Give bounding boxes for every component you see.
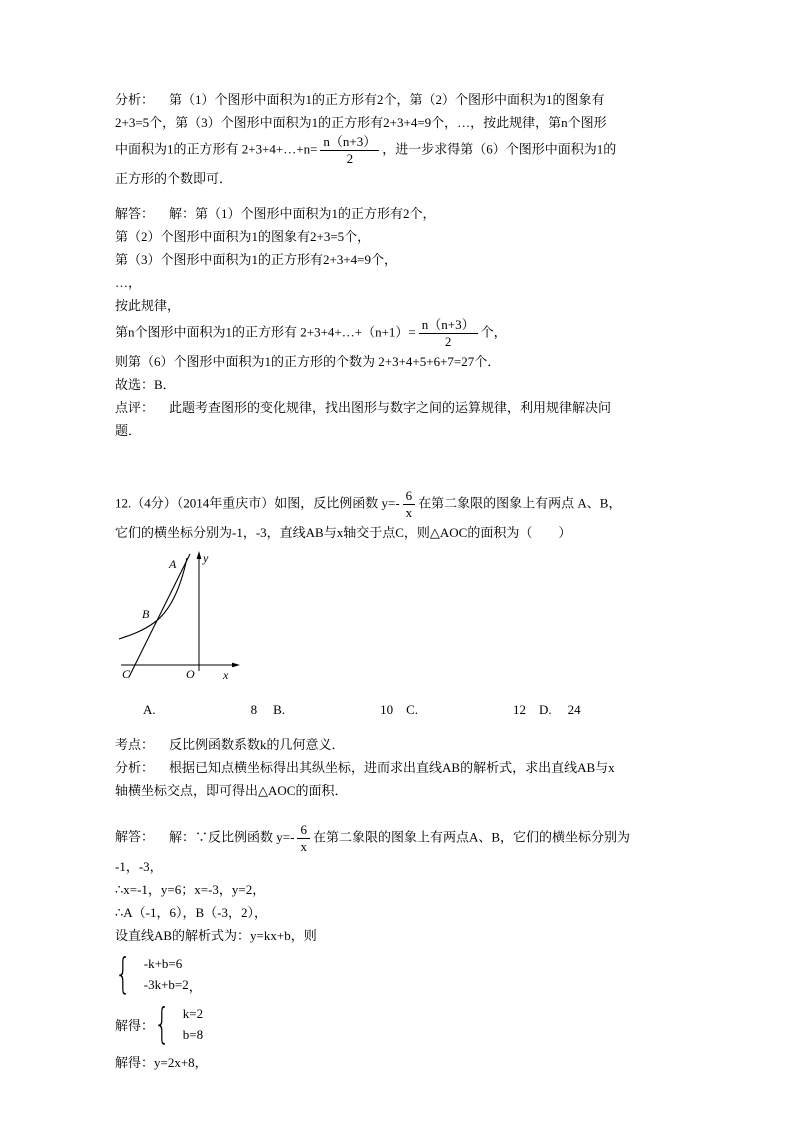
jieda-text-1-post: 在第二象限的图象上有两点A、B，它们的横坐标分别为 [312,829,630,845]
solution-text-7: 则第（6）个图形中面积为1的正方形的个数为 2+3+4+5+6+7=27个． [115,354,501,369]
solution-text-5: 按此规律， [115,298,181,313]
jieda-text-1-pre: 解：∵反比例函数 y=- [169,829,295,845]
spacer [115,190,745,202]
analysis-text-3-pre: 中面积为1的正方形有 2+3+4+…+n= [115,141,318,157]
fraction-n-n3-over-2 [419,317,478,350]
point-b-label: B [142,607,150,621]
origin-label: O [186,667,195,681]
system-eq-1: -k+b=6 [143,956,183,971]
fenxi-line-1 [115,756,745,779]
x-axis-label: x [223,668,229,682]
spacer [115,468,745,488]
comment-text-2: 题． [115,423,142,438]
fraction-numerator: n（n+3） [323,134,377,149]
fraction-6-over-x [403,488,416,521]
left-brace: { [154,999,171,1048]
option-c-value: 12 [512,702,526,717]
system-solutions [183,1003,203,1045]
jieda-line-3 [115,878,745,901]
coordinate-plot [117,550,245,688]
document-content [115,88,745,1074]
fenxi-line-2 [115,779,745,802]
solution-text-6-pre: 第n个图形中面积为1的正方形有 2+3+4+…+（n+1）= [115,324,416,340]
equation-system-2 [115,1001,745,1047]
jieda-line-5 [115,924,745,947]
jieda-text-2: -1，-3， [115,859,163,874]
comment-text-1: 此题考查图形的变化规律，找出图形与数字之间的运算规律，利用规律解决问 [169,400,612,415]
point-a-label: A [169,557,177,571]
analysis-text-4: 正方形的个数即可． [115,171,233,186]
q12-head-text-2: 它们的横坐标分别为-1，-3，直线AB与x轴交于点C，则△AOC的面积为（ ） [115,525,572,540]
system-sol-1: k=2 [182,1006,204,1021]
kaodian-text: 反比例函数系数k的几何意义． [169,737,345,752]
solution-text-2: 第（2）个图形中面积为1的图象有2+3=5个， [115,229,371,244]
fraction-numerator: n（n+3） [421,317,475,332]
hyperbola-curve [119,558,187,639]
option-a-label: A. [143,702,156,717]
fraction-denominator: x [297,838,310,855]
analysis-label: 分析： [115,92,155,107]
option-b-label: B. [273,702,286,717]
jiede-label: 解得： [115,1017,155,1033]
analysis-line-1 [115,88,745,111]
left-brace: { [115,949,132,998]
q12-head-line-2 [115,521,745,544]
solution-text-3: 第（3）个图形中面积为1的正方形有2+3+4=9个， [115,252,397,267]
kaodian-line [115,733,745,756]
jieda-label: 解答： [115,829,155,845]
jieda-text-4: ∴A（-1，6），B（-3，2）， [115,905,267,920]
jieda-final-text: 解得：y=2x+8， [115,1055,208,1070]
system-eq-2: -3k+b=2 [143,977,189,992]
solution-line-1 [115,202,745,225]
point-c-label: C [122,667,131,681]
analysis-line-2 [115,111,745,134]
spacer [115,721,745,733]
analysis-text-2: 2+3=5个，第（3）个图形中面积为1的正方形有2+3+4=9个，…，按此规律，第n个图形 [115,115,607,130]
jieda-text-5: 设直线AB的解析式为：y=kx+b，则 [115,928,317,943]
jieda-line-1 [115,822,745,855]
comment-line-1 [115,396,745,419]
system-sol-2: b=8 [182,1027,204,1042]
option-c-label: C. [406,702,418,717]
kaodian-label: 考点： [115,737,155,752]
q12-figure [115,550,745,688]
solution-label: 解答： [115,206,155,221]
fraction-denominator: 2 [419,333,478,350]
q12-options [115,698,745,721]
jieda-final-line [115,1051,745,1074]
jieda-line-4 [115,901,745,924]
x-axis-arrow [232,663,240,668]
solution-text-4: …， [115,275,142,290]
solution-text-1: 解：第（1）个图形中面积为1的正方形有2个， [169,206,436,221]
solution-line-6 [115,317,745,350]
comment-label: 点评： [115,400,155,415]
solution-line-8 [115,373,745,396]
solution-line-3 [115,248,745,271]
jieda-text-3: ∴x=-1，y=6；x=-3，y=2， [115,882,266,897]
solution-line-2 [115,225,745,248]
fraction-numerator: 6 [300,822,307,837]
q12-head-line-1 [115,488,745,521]
analysis-line-4 [115,167,745,190]
fraction-6-over-x [297,822,310,855]
analysis-line-3 [115,134,745,167]
fraction-numerator: 6 [405,488,413,503]
fenxi-label: 分析： [115,760,155,775]
q12-head-post: 在第二象限的图象上有两点 A、B， [418,495,622,511]
fraction-n-n3-over-2 [320,134,379,167]
option-a-value: 8 [250,702,258,717]
solution-line-5 [115,294,745,317]
solution-text-6-post: 个， [480,324,507,340]
solution-text-8: 故选：B． [115,377,176,392]
option-b-value: 10 [380,702,394,717]
solution-line-4 [115,271,745,294]
spacer [115,802,745,822]
option-d-value: 24 [567,702,581,717]
y-axis-arrow [197,551,202,559]
analysis-text-3-post: ，进一步求得第（6）个图形中面积为1的 [382,141,617,157]
fenxi-text-1: 根据已知点横坐标得出其纵坐标，进而求出直线AB的解析式，求出直线AB与x [169,760,615,775]
system-equations [144,953,189,995]
fenxi-text-2: 轴横坐标交点，即可得出△AOC的面积． [115,783,348,798]
fraction-denominator: 2 [320,150,379,167]
q12-head-pre: 12.（4分）（2014年重庆市）如图，反比例函数 y=- [115,495,400,511]
fraction-denominator: x [403,504,416,521]
solution-line-7 [115,350,745,373]
line-ab [129,554,190,677]
comment-line-2 [115,419,745,442]
system-tail: ， [188,979,202,994]
y-axis-label: y [203,551,209,565]
spacer [115,442,745,468]
option-d-label: D. [538,702,552,717]
jieda-line-2 [115,855,745,878]
equation-system-1 [115,951,745,997]
analysis-text-1: 第（1）个图形中面积为1的正方形有2个，第（2）个图形中面积为1的图象有 [169,92,605,107]
